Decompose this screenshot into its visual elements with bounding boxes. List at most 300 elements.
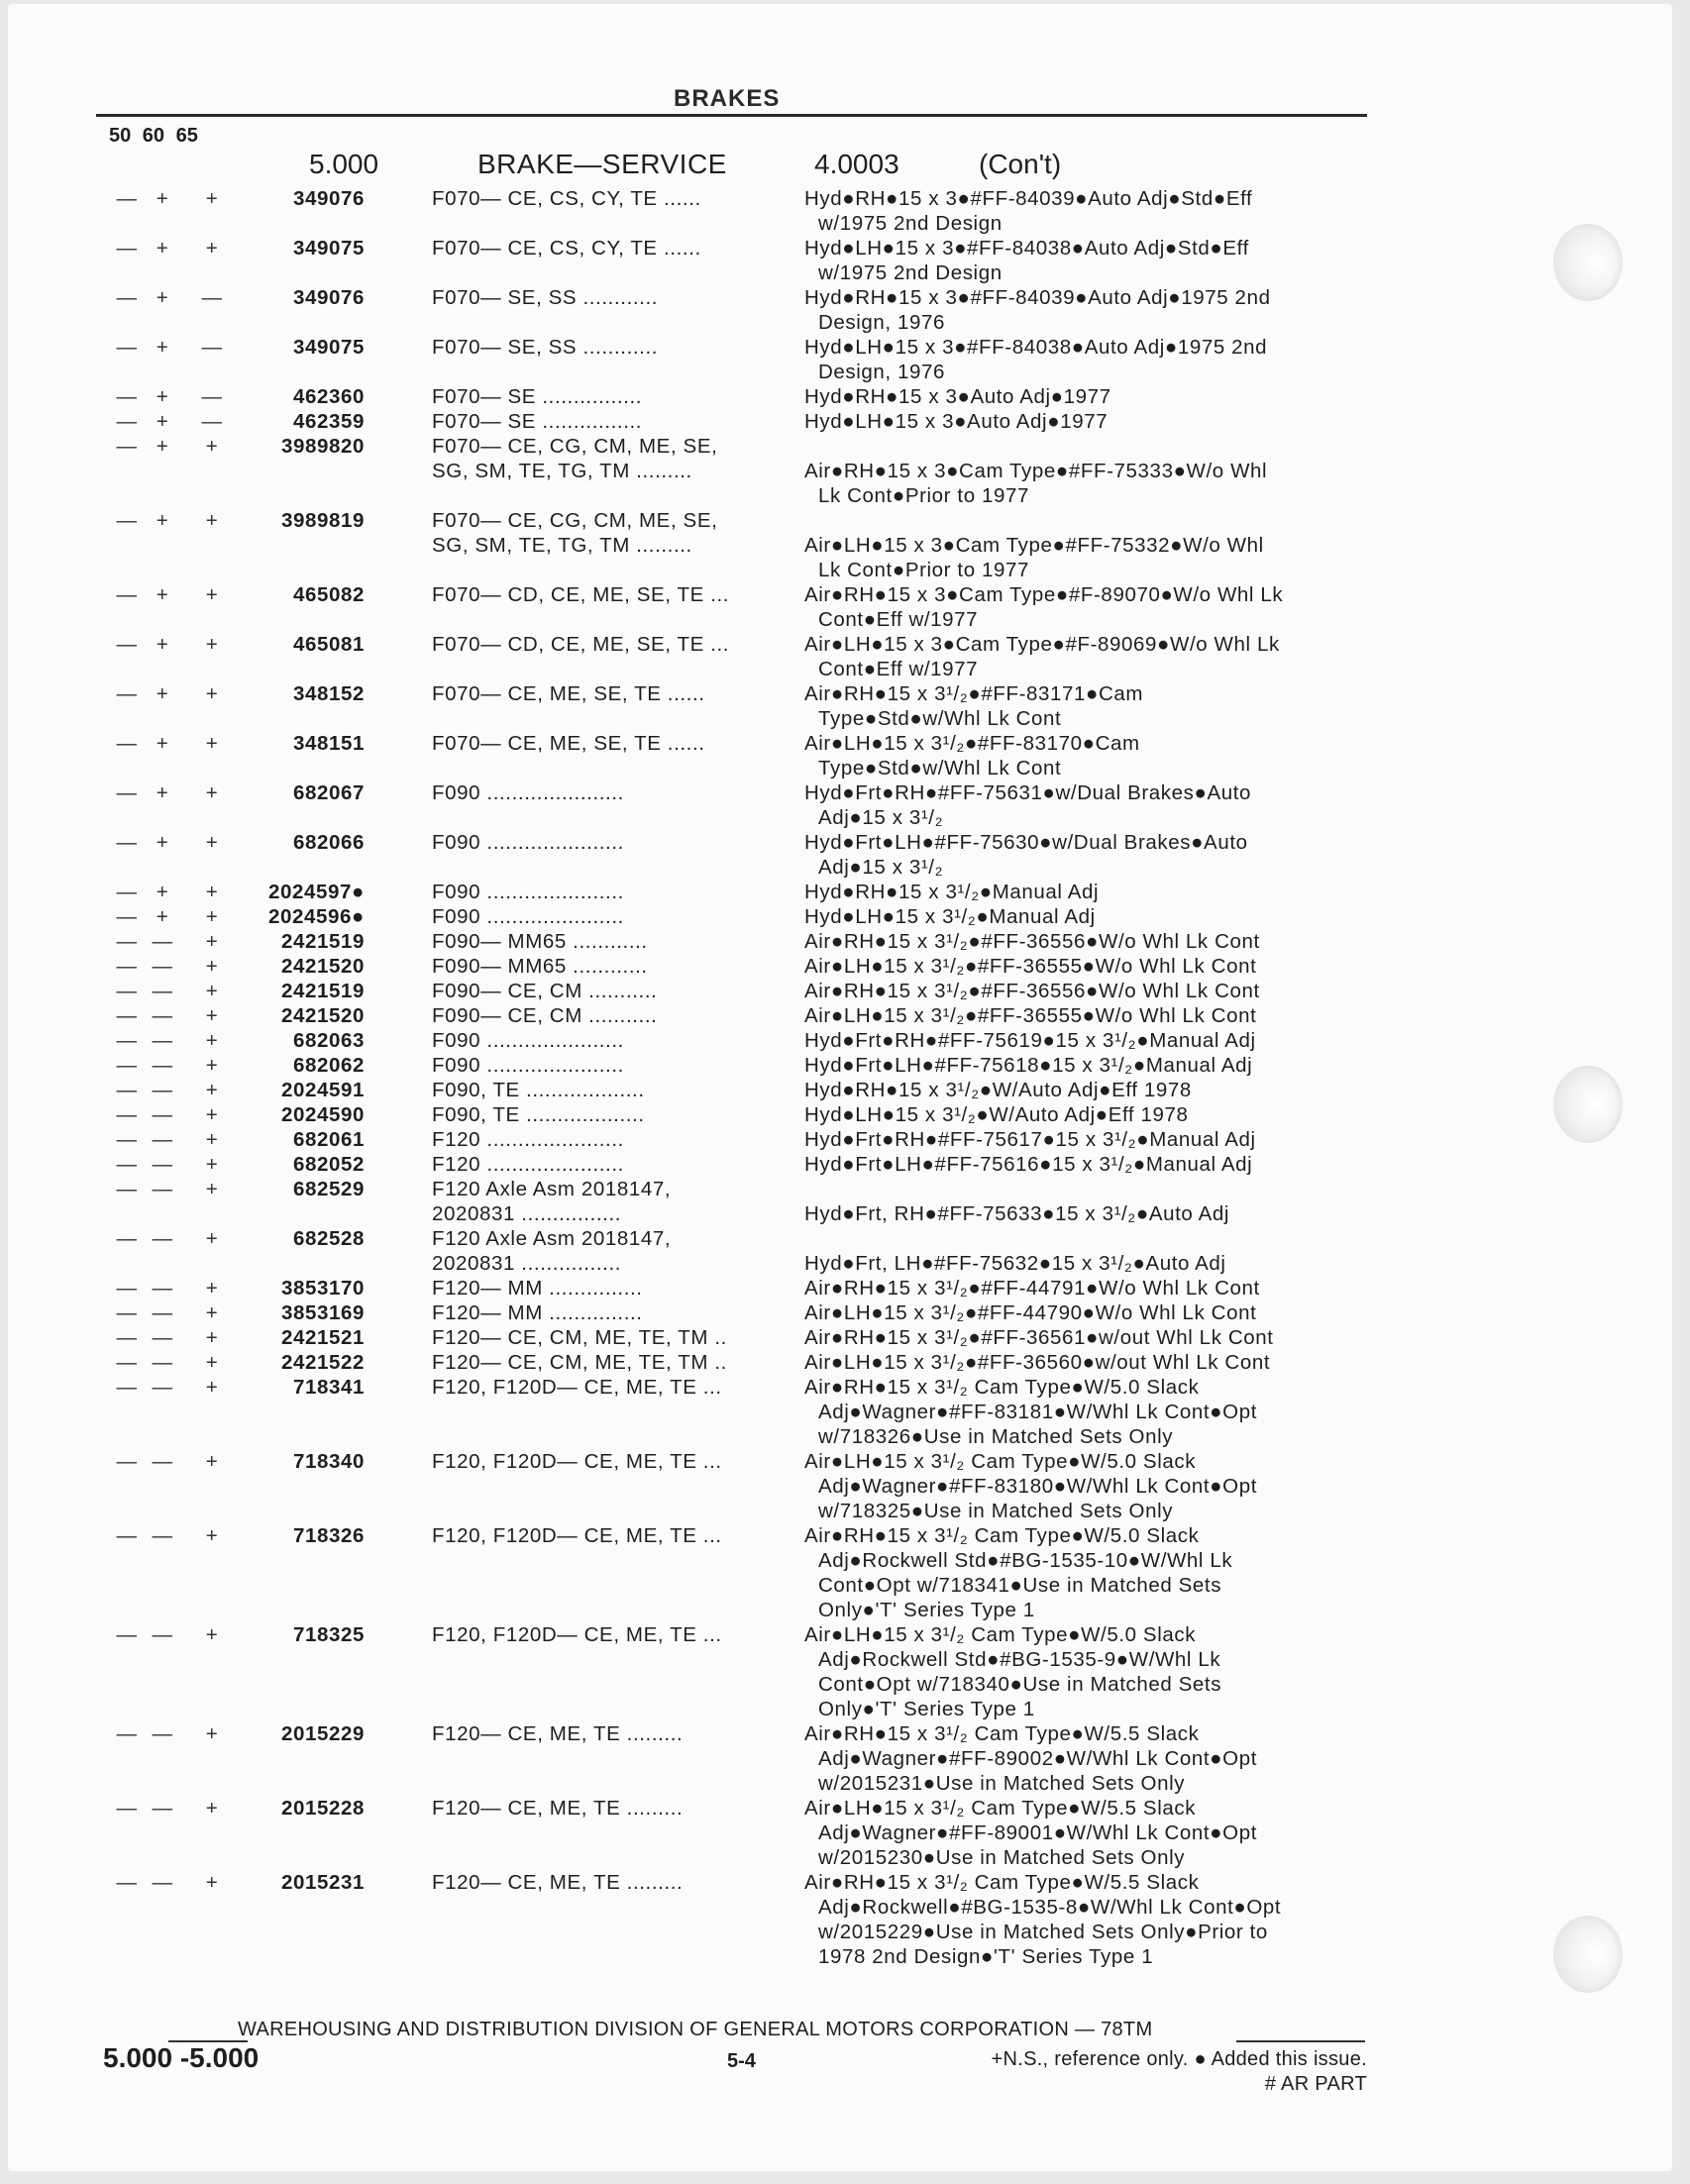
description-line: Air●RH●15 x 3¹/₂●#FF-44791●W/o Whl Lk Cont bbox=[804, 1277, 1260, 1300]
year-mark: — bbox=[116, 1524, 138, 1547]
description-line: Adj●15 x 3¹/₂ bbox=[818, 856, 944, 879]
part-description bbox=[804, 880, 1369, 904]
part-description bbox=[804, 830, 1369, 880]
part-description bbox=[804, 508, 1369, 582]
description-line: Hyd●LH●15 x 3¹/₂●W/Auto Adj●Eff 1978 bbox=[804, 1103, 1189, 1126]
model-application: F120— MM ............... bbox=[432, 1301, 643, 1324]
part-row bbox=[0, 1053, 1690, 1078]
description-line: w/718326●Use in Matched Sets Only bbox=[818, 1425, 1174, 1448]
year-mark: + bbox=[205, 930, 219, 953]
year-mark: + bbox=[156, 435, 169, 458]
part-description bbox=[804, 1003, 1369, 1028]
year-mark: + bbox=[205, 1178, 219, 1200]
year-mark: — bbox=[116, 1277, 138, 1300]
description-line: Air●LH●15 x 3●Cam Type●#FF-75332●W/o Whl bbox=[804, 534, 1264, 557]
description-line: Hyd●RH●15 x 3●Auto Adj●1977 bbox=[804, 385, 1111, 408]
part-row bbox=[0, 830, 1690, 880]
model-application: F090, TE ................... bbox=[432, 1079, 645, 1101]
year-mark: — bbox=[116, 1178, 138, 1200]
part-number: 2421521 bbox=[280, 1326, 365, 1349]
part-number: 682066 bbox=[292, 831, 365, 854]
part-description bbox=[804, 1622, 1369, 1721]
part-number: 465081 bbox=[292, 633, 365, 656]
model-application: F070— SE ................ bbox=[432, 385, 643, 408]
section-number: 4.0003 bbox=[814, 149, 899, 179]
description-line: Adj●Wagner●#FF-83180●W/Whl Lk Cont●Opt bbox=[818, 1475, 1257, 1498]
year-mark: + bbox=[205, 435, 219, 458]
part-number: 718325 bbox=[292, 1623, 365, 1646]
model-application: F090 ...................... bbox=[432, 831, 624, 854]
description-line: Air●RH●15 x 3¹/₂●#FF-36556●W/o Whl Lk Cont bbox=[804, 980, 1260, 1002]
model-application: F090— MM65 ............ bbox=[432, 930, 648, 953]
legend-line: +N.S., reference only. ● Added this issue. bbox=[991, 2048, 1367, 2070]
part-number: 2015228 bbox=[280, 1797, 365, 1820]
year-mark: + bbox=[205, 955, 219, 978]
part-description bbox=[804, 954, 1369, 979]
part-row bbox=[0, 409, 1690, 434]
year-mark: — bbox=[116, 385, 138, 408]
description-line: Hyd●RH●15 x 3¹/₂●W/Auto Adj●Eff 1978 bbox=[804, 1079, 1192, 1101]
year-mark: + bbox=[205, 831, 219, 854]
model-application: F120 Axle Asm 2018147, bbox=[432, 1227, 672, 1250]
description-line: Design, 1976 bbox=[818, 361, 946, 383]
part-row bbox=[0, 1177, 1690, 1226]
part-description bbox=[804, 979, 1369, 1003]
legend-line: # AR PART bbox=[1264, 2073, 1367, 2095]
part-description bbox=[804, 1375, 1369, 1449]
model-application: F120— CE, CM, ME, TE, TM .. bbox=[432, 1326, 727, 1349]
year-mark: + bbox=[205, 1029, 219, 1052]
year-mark: — bbox=[152, 930, 173, 953]
year-mark: + bbox=[205, 1079, 219, 1101]
model-application: F070— CE, ME, SE, TE ...... bbox=[432, 732, 705, 755]
year-mark: — bbox=[116, 955, 138, 978]
description-line bbox=[804, 1177, 1369, 1201]
part-number: 349075 bbox=[292, 237, 365, 260]
part-number: 2024596● bbox=[268, 905, 365, 928]
year-mark: — bbox=[116, 187, 138, 210]
description-line: Air●RH●15 x 3¹/₂●#FF-36561●w/out Whl Lk Cont bbox=[804, 1326, 1274, 1349]
model-application: F120— MM ............... bbox=[432, 1277, 643, 1300]
description-line: Air●RH●15 x 3¹/₂●#FF-36556●W/o Whl Lk Cont bbox=[804, 930, 1260, 953]
description-line: Adj●Wagner●#FF-89002●W/Whl Lk Cont●Opt bbox=[818, 1747, 1257, 1770]
model-application: F090 ...................... bbox=[432, 1029, 624, 1052]
part-row bbox=[0, 1102, 1690, 1127]
description-line: Air●RH●15 x 3¹/₂ Cam Type●W/5.0 Slack bbox=[804, 1524, 1200, 1547]
part-row bbox=[0, 1078, 1690, 1102]
part-number: 2421520 bbox=[280, 955, 365, 978]
model-application: F070— CD, CE, ME, SE, TE ... bbox=[432, 583, 730, 606]
year-mark: + bbox=[205, 1004, 219, 1027]
part-description bbox=[804, 681, 1369, 731]
year-mark: — bbox=[152, 1450, 173, 1473]
model-application: SG, SM, TE, TG, TM ......... bbox=[432, 460, 692, 482]
year-mark: + bbox=[205, 682, 219, 705]
part-row bbox=[0, 1325, 1690, 1350]
part-number: 2421522 bbox=[280, 1351, 365, 1374]
model-application: 2020831 ................ bbox=[432, 1252, 622, 1275]
part-description bbox=[804, 186, 1369, 236]
part-description bbox=[804, 384, 1369, 409]
model-application: F090 ...................... bbox=[432, 881, 624, 903]
part-number: 2024590 bbox=[280, 1103, 365, 1126]
part-row bbox=[0, 1003, 1690, 1028]
description-line: w/2015231●Use in Matched Sets Only bbox=[818, 1772, 1186, 1795]
year-mark: — bbox=[116, 1301, 138, 1324]
year-mark: — bbox=[116, 633, 138, 656]
year-mark: + bbox=[205, 237, 219, 260]
year-mark: — bbox=[116, 1722, 138, 1745]
description-line: Lk Cont●Prior to 1977 bbox=[818, 484, 1030, 507]
page-number: 5-4 bbox=[727, 2050, 756, 2072]
year-mark: + bbox=[205, 1277, 219, 1300]
part-row bbox=[0, 1375, 1690, 1449]
model-application: F120, F120D— CE, ME, TE ... bbox=[432, 1623, 722, 1646]
description-line: Air●LH●15 x 3¹/₂●#FF-83170●Cam bbox=[804, 732, 1140, 755]
part-number: 349076 bbox=[292, 286, 365, 309]
year-mark: — bbox=[116, 1227, 138, 1250]
part-description bbox=[804, 1152, 1369, 1177]
year-mark: + bbox=[156, 905, 169, 928]
part-row bbox=[0, 1028, 1690, 1053]
year-mark: + bbox=[156, 385, 169, 408]
footer-division: WAREHOUSING AND DISTRIBUTION DIVISION OF GENERAL MOTORS CORPORATION — 78TM bbox=[238, 2019, 1153, 2040]
description-line: Only●'T' Series Type 1 bbox=[818, 1599, 1035, 1621]
part-row bbox=[0, 780, 1690, 830]
part-number: 3989820 bbox=[280, 435, 365, 458]
footer-rule bbox=[1236, 2040, 1365, 2042]
model-year-columns: 50 60 65 bbox=[109, 125, 198, 147]
description-line: Air●RH●15 x 3¹/₂ Cam Type●W/5.5 Slack bbox=[804, 1871, 1200, 1894]
part-number: 682061 bbox=[292, 1128, 365, 1151]
part-number: 348151 bbox=[292, 732, 365, 755]
part-description bbox=[804, 1350, 1369, 1375]
year-mark: — bbox=[116, 509, 138, 532]
model-application: F070— CD, CE, ME, SE, TE ... bbox=[432, 633, 730, 656]
description-line: w/718325●Use in Matched Sets Only bbox=[818, 1500, 1174, 1522]
section-code: 5.000 bbox=[309, 149, 379, 179]
description-line: Hyd●Frt●RH●#FF-75619●15 x 3¹/₂●Manual Adj bbox=[804, 1029, 1256, 1052]
year-mark: — bbox=[116, 732, 138, 755]
part-description bbox=[804, 434, 1369, 508]
part-description bbox=[804, 1523, 1369, 1622]
year-mark: + bbox=[205, 881, 219, 903]
model-application: F070— CE, CG, CM, ME, SE, bbox=[432, 509, 718, 532]
description-line: 1978 2nd Design●'T' Series Type 1 bbox=[818, 1945, 1154, 1968]
part-number: 718341 bbox=[292, 1376, 365, 1399]
description-line: Air●RH●15 x 3●Cam Type●#F-89070●W/o Whl Lk bbox=[804, 583, 1284, 606]
year-mark: + bbox=[156, 237, 169, 260]
part-description bbox=[804, 285, 1369, 335]
part-description bbox=[804, 632, 1369, 681]
part-number: 2024597● bbox=[268, 881, 365, 903]
year-mark: — bbox=[152, 1623, 173, 1646]
year-mark: — bbox=[152, 1054, 173, 1077]
part-row bbox=[0, 904, 1690, 929]
year-mark: + bbox=[205, 1128, 219, 1151]
year-mark: — bbox=[116, 1004, 138, 1027]
year-mark: — bbox=[116, 336, 138, 359]
description-line bbox=[804, 434, 1369, 459]
model-application: F090— CE, CM ........... bbox=[432, 1004, 658, 1027]
year-mark: + bbox=[156, 732, 169, 755]
description-line: w/2015229●Use in Matched Sets Only●Prior to bbox=[818, 1921, 1268, 1943]
year-mark: — bbox=[116, 1079, 138, 1101]
part-row bbox=[0, 681, 1690, 731]
part-description bbox=[804, 1177, 1369, 1226]
description-line: Cont●Eff w/1977 bbox=[818, 658, 979, 680]
part-row bbox=[0, 1523, 1690, 1622]
part-row bbox=[0, 186, 1690, 236]
year-mark: — bbox=[116, 410, 138, 433]
year-mark: — bbox=[152, 1128, 173, 1151]
part-row bbox=[0, 1276, 1690, 1300]
year-mark: + bbox=[156, 682, 169, 705]
year-mark: — bbox=[116, 1128, 138, 1151]
description-line: w/1975 2nd Design bbox=[818, 261, 1003, 284]
model-application: F090— MM65 ............ bbox=[432, 955, 648, 978]
year-mark: — bbox=[116, 980, 138, 1002]
description-line: Hyd●Frt●RH●#FF-75617●15 x 3¹/₂●Manual Adj bbox=[804, 1128, 1256, 1151]
year-mark: — bbox=[116, 905, 138, 928]
model-application: F120, F120D— CE, ME, TE ... bbox=[432, 1450, 722, 1473]
section-name: BRAKE—SERVICE bbox=[477, 149, 727, 179]
parts-list bbox=[0, 186, 1690, 1969]
part-row bbox=[0, 236, 1690, 285]
year-mark: + bbox=[156, 336, 169, 359]
year-mark: + bbox=[156, 633, 169, 656]
description-line: w/2015230●Use in Matched Sets Only bbox=[818, 1846, 1186, 1869]
year-mark: + bbox=[205, 1301, 219, 1324]
part-number: 718340 bbox=[292, 1450, 365, 1473]
part-description bbox=[804, 1300, 1369, 1325]
description-line: Air●LH●15 x 3¹/₂●#FF-36555●W/o Whl Lk Cont bbox=[804, 1004, 1257, 1027]
description-line: Air●LH●15 x 3¹/₂●#FF-44790●W/o Whl Lk Cont bbox=[804, 1301, 1257, 1324]
part-row bbox=[0, 632, 1690, 681]
model-application: F070— SE ................ bbox=[432, 410, 643, 433]
description-line: Cont●Opt w/718341●Use in Matched Sets bbox=[818, 1574, 1222, 1597]
year-mark: — bbox=[152, 955, 173, 978]
part-row bbox=[0, 285, 1690, 335]
footer-section-code: 5.000 -5.000 bbox=[103, 2042, 260, 2073]
header-divider bbox=[96, 114, 1367, 117]
part-row bbox=[0, 979, 1690, 1003]
part-number: 462360 bbox=[292, 385, 365, 408]
year-mark: + bbox=[205, 1351, 219, 1374]
description-line: Air●LH●15 x 3¹/₂ Cam Type●W/5.0 Slack bbox=[804, 1450, 1197, 1473]
part-description bbox=[804, 1078, 1369, 1102]
part-number: 2024591 bbox=[280, 1079, 365, 1101]
part-row bbox=[0, 1449, 1690, 1523]
description-line: Hyd●Frt●LH●#FF-75630●w/Dual Brakes●Auto bbox=[804, 831, 1248, 854]
year-mark: — bbox=[152, 1178, 173, 1200]
model-application: 2020831 ................ bbox=[432, 1202, 622, 1225]
part-row bbox=[0, 434, 1690, 508]
description-line: Hyd●LH●15 x 3●#FF-84038●Auto Adj●Std●Eff bbox=[804, 237, 1249, 260]
year-mark: + bbox=[156, 881, 169, 903]
description-line: Cont●Eff w/1977 bbox=[818, 608, 979, 631]
year-mark: + bbox=[205, 1871, 219, 1894]
part-description bbox=[804, 904, 1369, 929]
description-line: Hyd●RH●15 x 3●#FF-84039●Auto Adj●1975 2nd bbox=[804, 286, 1271, 309]
part-description bbox=[804, 929, 1369, 954]
part-number: 348152 bbox=[292, 682, 365, 705]
description-line: Only●'T' Series Type 1 bbox=[818, 1698, 1035, 1720]
description-line: Hyd●Frt●LH●#FF-75618●15 x 3¹/₂●Manual Adj bbox=[804, 1054, 1253, 1077]
year-mark: — bbox=[152, 1301, 173, 1324]
year-mark: + bbox=[156, 509, 169, 532]
part-description bbox=[804, 731, 1369, 780]
part-description bbox=[804, 582, 1369, 632]
part-description bbox=[804, 236, 1369, 285]
part-row bbox=[0, 1721, 1690, 1796]
part-number: 2015231 bbox=[280, 1871, 365, 1894]
part-description bbox=[804, 1102, 1369, 1127]
part-description bbox=[804, 1325, 1369, 1350]
model-application: F090 ...................... bbox=[432, 781, 624, 804]
year-mark: — bbox=[201, 385, 223, 408]
description-line: Hyd●Frt●LH●#FF-75616●15 x 3¹/₂●Manual Adj bbox=[804, 1153, 1253, 1176]
year-mark: + bbox=[205, 905, 219, 928]
part-number: 349076 bbox=[292, 187, 365, 210]
year-mark: + bbox=[205, 1524, 219, 1547]
model-application: F070— SE, SS ............ bbox=[432, 336, 659, 359]
description-line: Design, 1976 bbox=[818, 311, 946, 334]
description-line: Air●LH●15 x 3●Cam Type●#F-89069●W/o Whl Lk bbox=[804, 633, 1280, 656]
part-number: 682528 bbox=[292, 1227, 365, 1250]
year-mark: + bbox=[205, 980, 219, 1002]
description-line: Adj●15 x 3¹/₂ bbox=[818, 806, 944, 829]
description-line: Cont●Opt w/718340●Use in Matched Sets bbox=[818, 1673, 1222, 1696]
description-line: Adj●Wagner●#FF-89001●W/Whl Lk Cont●Opt bbox=[818, 1821, 1257, 1844]
year-mark: — bbox=[152, 1326, 173, 1349]
year-mark: + bbox=[205, 1153, 219, 1176]
description-line: Air●RH●15 x 3¹/₂●#FF-83171●Cam bbox=[804, 682, 1144, 705]
year-mark: — bbox=[116, 1376, 138, 1399]
year-mark: — bbox=[116, 237, 138, 260]
description-line: Hyd●Frt, LH●#FF-75632●15 x 3¹/₂●Auto Adj bbox=[804, 1252, 1226, 1275]
part-number: 3989819 bbox=[280, 509, 365, 532]
description-line: Hyd●RH●15 x 3●#FF-84039●Auto Adj●Std●Eff bbox=[804, 187, 1253, 210]
part-row bbox=[0, 929, 1690, 954]
year-mark: — bbox=[152, 1103, 173, 1126]
year-mark: + bbox=[156, 831, 169, 854]
description-line: Type●Std●w/Whl Lk Cont bbox=[818, 707, 1062, 730]
model-application: F070— CE, CS, CY, TE ...... bbox=[432, 187, 701, 210]
description-line: Hyd●Frt●RH●#FF-75631●w/Dual Brakes●Auto bbox=[804, 781, 1252, 804]
year-mark: — bbox=[201, 336, 223, 359]
model-application: F070— CE, CG, CM, ME, SE, bbox=[432, 435, 718, 458]
model-application: F120— CE, CM, ME, TE, TM .. bbox=[432, 1351, 727, 1374]
part-number: 682529 bbox=[292, 1178, 365, 1200]
part-row bbox=[0, 582, 1690, 632]
part-number: 682063 bbox=[292, 1029, 365, 1052]
part-description bbox=[804, 1127, 1369, 1152]
year-mark: — bbox=[152, 1227, 173, 1250]
year-mark: — bbox=[116, 1326, 138, 1349]
year-mark: + bbox=[205, 187, 219, 210]
description-line: Air●LH●15 x 3¹/₂ Cam Type●W/5.0 Slack bbox=[804, 1623, 1197, 1646]
part-number: 3853169 bbox=[280, 1301, 365, 1324]
part-row bbox=[0, 1127, 1690, 1152]
year-mark: — bbox=[116, 781, 138, 804]
year-mark: — bbox=[152, 1153, 173, 1176]
part-description bbox=[804, 1870, 1369, 1969]
part-number: 462359 bbox=[292, 410, 365, 433]
model-application: F120, F120D— CE, ME, TE ... bbox=[432, 1376, 722, 1399]
year-mark: — bbox=[116, 286, 138, 309]
description-line: Hyd●LH●15 x 3●Auto Adj●1977 bbox=[804, 410, 1109, 433]
part-number: 2015229 bbox=[280, 1722, 365, 1745]
year-mark: — bbox=[152, 1871, 173, 1894]
description-line: Adj●Rockwell Std●#BG-1535-9●W/Whl Lk bbox=[818, 1648, 1221, 1671]
year-mark: — bbox=[152, 1351, 173, 1374]
model-application: F120 ...................... bbox=[432, 1153, 624, 1176]
year-mark: — bbox=[116, 1797, 138, 1820]
part-row bbox=[0, 954, 1690, 979]
part-number: 682067 bbox=[292, 781, 365, 804]
year-mark: — bbox=[152, 1722, 173, 1745]
part-number: 2421519 bbox=[280, 930, 365, 953]
model-application: F120, F120D— CE, ME, TE ... bbox=[432, 1524, 722, 1547]
model-application: F120— CE, ME, TE ......... bbox=[432, 1871, 684, 1894]
year-mark: + bbox=[205, 1623, 219, 1646]
year-mark: — bbox=[116, 930, 138, 953]
year-mark: — bbox=[116, 1871, 138, 1894]
year-mark: + bbox=[205, 583, 219, 606]
year-mark: — bbox=[116, 1029, 138, 1052]
year-mark: + bbox=[156, 286, 169, 309]
model-application: F090— CE, CM ........... bbox=[432, 980, 658, 1002]
description-line: Adj●Rockwell●#BG-1535-8●W/Whl Lk Cont●Opt bbox=[818, 1896, 1282, 1919]
footer-legend bbox=[892, 2047, 1367, 2097]
model-application: F070— CE, ME, SE, TE ...... bbox=[432, 682, 705, 705]
year-mark: + bbox=[156, 583, 169, 606]
part-number: 3853170 bbox=[280, 1277, 365, 1300]
description-line: Lk Cont●Prior to 1977 bbox=[818, 559, 1030, 581]
year-mark: — bbox=[116, 1450, 138, 1473]
part-row bbox=[0, 731, 1690, 780]
year-mark: + bbox=[205, 1227, 219, 1250]
model-application: F120— CE, ME, TE ......... bbox=[432, 1722, 684, 1745]
year-mark: — bbox=[116, 1103, 138, 1126]
description-line bbox=[804, 1226, 1369, 1251]
model-application: F070— CE, CS, CY, TE ...... bbox=[432, 237, 701, 260]
year-mark: — bbox=[152, 1004, 173, 1027]
year-mark: — bbox=[152, 1797, 173, 1820]
part-description bbox=[804, 1028, 1369, 1053]
part-description bbox=[804, 1449, 1369, 1523]
part-row bbox=[0, 1226, 1690, 1276]
description-line: Air●RH●15 x 3●Cam Type●#FF-75333●W/o Whl bbox=[804, 460, 1268, 482]
year-mark: + bbox=[205, 1450, 219, 1473]
part-number: 2421520 bbox=[280, 1004, 365, 1027]
year-mark: + bbox=[156, 187, 169, 210]
part-description bbox=[804, 1276, 1369, 1300]
part-row bbox=[0, 1622, 1690, 1721]
description-line: Air●LH●15 x 3¹/₂●#FF-36560●w/out Whl Lk Cont bbox=[804, 1351, 1271, 1374]
part-description bbox=[804, 335, 1369, 384]
part-row bbox=[0, 384, 1690, 409]
part-description bbox=[804, 780, 1369, 830]
year-mark: + bbox=[205, 732, 219, 755]
part-description bbox=[804, 1226, 1369, 1276]
year-mark: + bbox=[205, 1376, 219, 1399]
year-mark: — bbox=[152, 1524, 173, 1547]
description-line: Hyd●RH●15 x 3¹/₂●Manual Adj bbox=[804, 881, 1100, 903]
part-description bbox=[804, 1721, 1369, 1796]
part-description bbox=[804, 409, 1369, 434]
